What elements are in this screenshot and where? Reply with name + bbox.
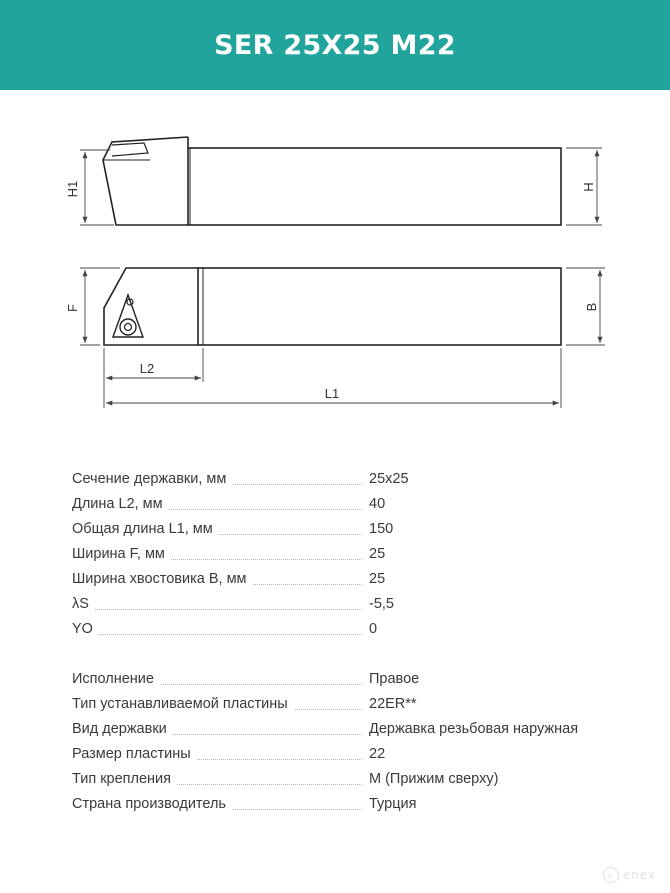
spec-row xyxy=(72,668,632,693)
dim-label-f: F xyxy=(65,304,80,312)
specs-group-dimensions xyxy=(72,468,632,643)
spec-row xyxy=(72,468,632,493)
enex-watermark xyxy=(603,867,656,883)
spec-label: Общая длина L1, мм xyxy=(72,521,219,537)
spec-value: 40 xyxy=(369,496,386,512)
enex-logo-icon: e xyxy=(603,867,619,883)
spec-row xyxy=(72,768,632,793)
dim-label-h: H xyxy=(581,182,596,192)
spec-value: 22ER** xyxy=(369,696,417,712)
spec-value: Турция xyxy=(369,796,417,812)
spec-row xyxy=(72,618,632,643)
watermark-text: enex xyxy=(622,868,656,882)
page-header xyxy=(0,0,670,90)
spec-label: Ширина хвостовика B, мм xyxy=(72,571,253,587)
spec-label: Страна производитель xyxy=(72,796,232,812)
spec-label: Сечение державки, мм xyxy=(72,471,232,487)
page-title: SER 25X25 M22 xyxy=(214,29,456,61)
dim-label-b: B xyxy=(584,302,599,312)
side-view xyxy=(103,137,561,225)
spec-value: 0 xyxy=(369,621,378,637)
specs-table xyxy=(72,468,632,818)
spec-row xyxy=(72,743,632,768)
spec-value: 150 xyxy=(369,521,394,537)
spec-value: -5,5 xyxy=(369,596,394,612)
spec-label: Исполнение xyxy=(72,671,160,687)
dim-label-h1: H1 xyxy=(65,180,80,198)
spec-value: Державка резьбовая наружная xyxy=(369,721,579,737)
specs-group-general xyxy=(72,668,632,818)
spec-value: 25x25 xyxy=(369,471,409,487)
spec-value: 22 xyxy=(369,746,386,762)
spec-label: Тип крепления xyxy=(72,771,177,787)
spec-label: YO xyxy=(72,621,99,637)
spec-label: Ширина F, мм xyxy=(72,546,171,562)
spec-row xyxy=(72,693,632,718)
spec-value: Правое xyxy=(369,671,420,687)
tool-holder-drawing xyxy=(0,90,670,420)
dim-label-l1: L1 xyxy=(324,386,340,401)
spec-value: M (Прижим сверху) xyxy=(369,771,499,787)
dim-label-l2: L2 xyxy=(139,361,155,376)
spec-row xyxy=(72,568,632,593)
spec-value: 25 xyxy=(369,571,386,587)
spec-value: 25 xyxy=(369,546,386,562)
spec-row xyxy=(72,543,632,568)
spec-row xyxy=(72,493,632,518)
spec-row xyxy=(72,518,632,543)
spec-row xyxy=(72,593,632,618)
spec-label: Вид державки xyxy=(72,721,173,737)
spec-label: λS xyxy=(72,596,95,612)
top-view xyxy=(104,268,561,345)
spec-label: Тип устанавливаемой пластины xyxy=(72,696,294,712)
spec-row xyxy=(72,793,632,818)
spec-label: Длина L2, мм xyxy=(72,496,169,512)
spec-label: Размер пластины xyxy=(72,746,197,762)
spec-row xyxy=(72,718,632,743)
